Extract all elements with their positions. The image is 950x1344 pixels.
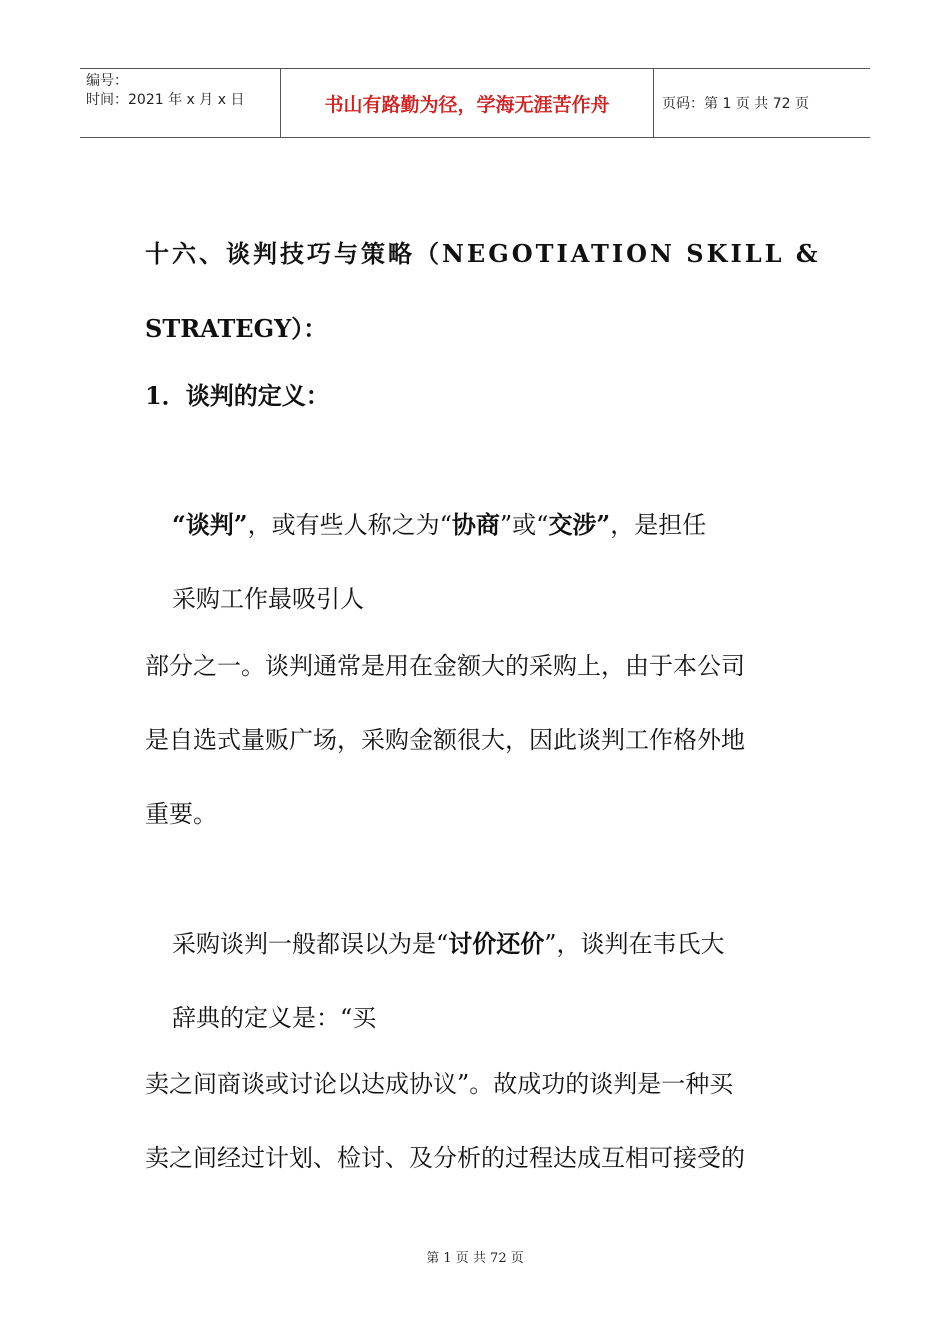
para1-text-3: ，是担任 xyxy=(610,511,707,539)
para2-text-2: ”，谈判在韦氏大 xyxy=(544,930,725,958)
time-label: 时间：2021 年 x 月 x 日 xyxy=(86,92,245,108)
title-line-1: 十六、谈判技巧与策略（NEGOTIATION SKILL & xyxy=(145,239,821,268)
header-page-info: 页码：第 1 页 共 72 页 xyxy=(662,96,809,112)
para1-line-2: 采购工作最吸引人 xyxy=(172,585,364,613)
header-motto-cell xyxy=(281,69,654,137)
para2-line-4: 卖之间经过计划、检讨、及分析的过程达成互相可接受的 xyxy=(145,1144,745,1172)
page-footer: 第 1 页 共 72 页 xyxy=(426,1251,524,1266)
term-jiaoshe: 交涉” xyxy=(548,510,611,539)
para2-text-1: 采购谈判一般都误以为是“ xyxy=(172,930,449,958)
para1-text-1: ，或有些人称之为“ xyxy=(247,511,452,539)
header-meta xyxy=(80,69,281,137)
section-heading: 1．谈判的定义： xyxy=(145,381,330,410)
term-taojiahuanjia: 讨价还价 xyxy=(448,929,545,958)
para1-line-1 xyxy=(172,505,837,540)
para2-line-1 xyxy=(172,924,837,959)
para2-line-2: 辞典的定义是：“买 xyxy=(172,1004,377,1032)
term-tanpan: “谈判” xyxy=(172,510,248,539)
para1-line-5: 重要。 xyxy=(145,800,217,828)
title-line-2: STRATEGY）： xyxy=(145,314,328,343)
page-header xyxy=(80,68,870,138)
para1-text-2: ”或“ xyxy=(499,511,549,539)
para2-line-3: 卖之间商谈或讨论以达成协议”。故成功的谈判是一种买 xyxy=(145,1070,734,1098)
para1-line-4: 是自选式量贩广场，采购金额很大，因此谈判工作格外地 xyxy=(145,726,745,754)
para1-line-3: 部分之一。谈判通常是用在金额大的采购上，由于本公司 xyxy=(145,652,745,680)
number-label: 编号： xyxy=(86,73,128,89)
term-xieshang: 协商 xyxy=(451,510,500,539)
header-motto: 书山有路勤为径，学海无涯苦作舟 xyxy=(324,93,610,116)
